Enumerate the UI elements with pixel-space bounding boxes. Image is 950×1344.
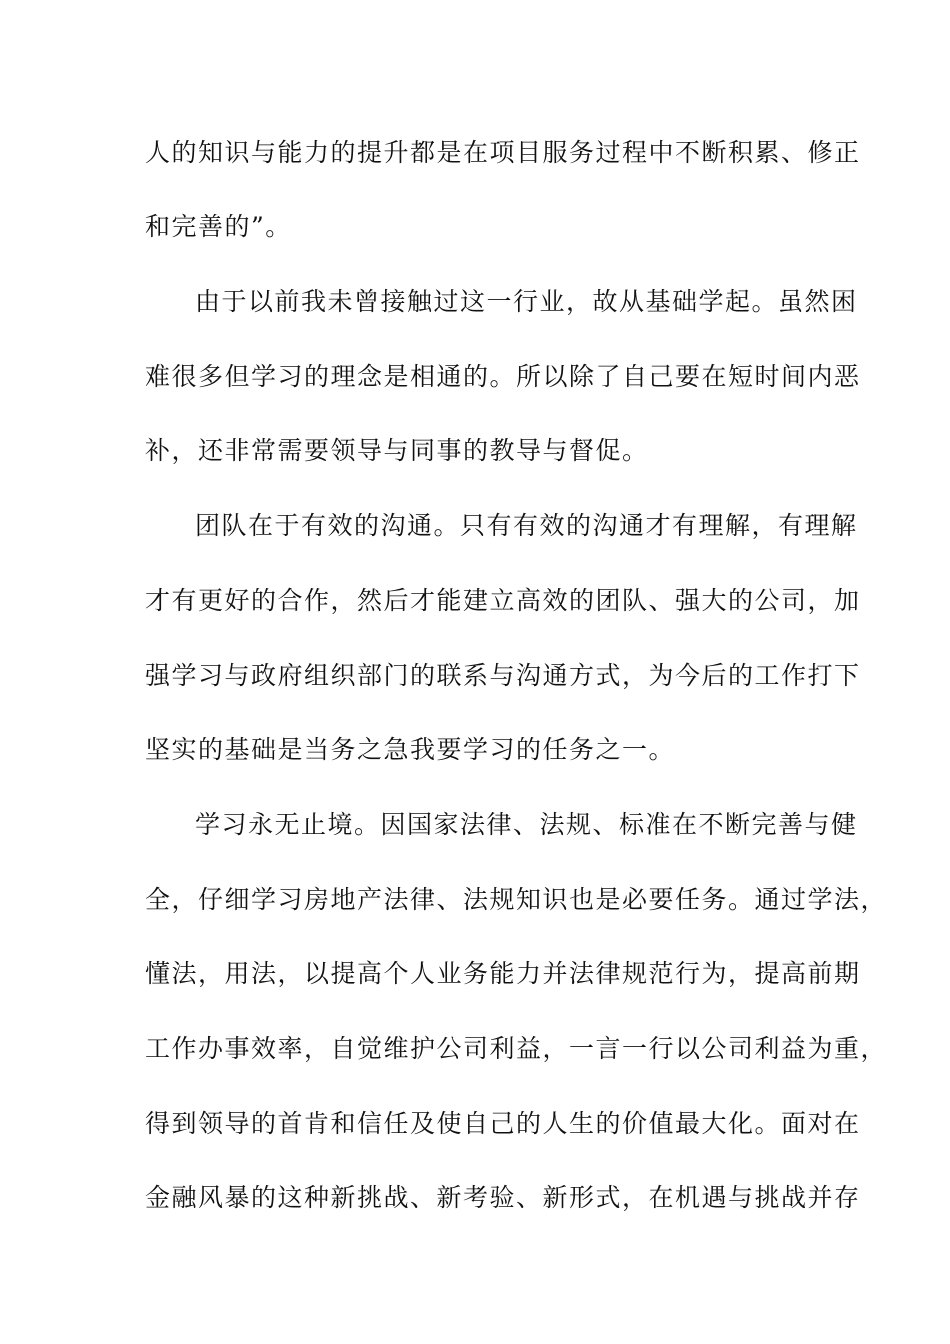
text-line: 强学习与政府组织部门的联系与沟通方式，为今后的工作打下 (145, 661, 861, 690)
text-line: 得到领导的首肯和信任及使自己的人生的价值最大化。面对在 (145, 1109, 861, 1138)
paragraph-first-line: 团队在于有效的沟通。只有有效的沟通才有理解，有理解 (195, 511, 858, 540)
text-line: 全，仔细学习房地产法律、法规知识也是必要任务。通过学法， (145, 885, 888, 914)
text-line: 坚实的基础是当务之急我要学习的任务之一。 (145, 735, 676, 764)
text-line: 和完善的”。 (145, 212, 292, 241)
text-line: 工作办事效率，自觉维护公司利益，一言一行以公司利益为重， (145, 1034, 888, 1063)
text-line: 才有更好的合作，然后才能建立高效的团队、强大的公司，加 (145, 586, 861, 615)
text-line: 懂法，用法，以提高个人业务能力并法律规范行为，提高前期 (145, 959, 861, 988)
paragraph-first-line: 学习永无止境。因国家法律、法规、标准在不断完善与健 (195, 810, 858, 839)
text-line: 金融风暴的这种新挑战、新考验、新形式，在机遇与挑战并存 (145, 1183, 861, 1212)
text-line: 补，还非常需要领导与同事的教导与督促。 (145, 436, 649, 465)
text-line: 人的知识与能力的提升都是在项目服务过程中不断积累、修正 (145, 138, 861, 167)
text-line: 难很多但学习的理念是相通的。所以除了自己要在短时间内恶 (145, 362, 861, 391)
paragraph-first-line: 由于以前我未曾接触过这一行业，故从基础学起。虽然困 (195, 287, 858, 316)
